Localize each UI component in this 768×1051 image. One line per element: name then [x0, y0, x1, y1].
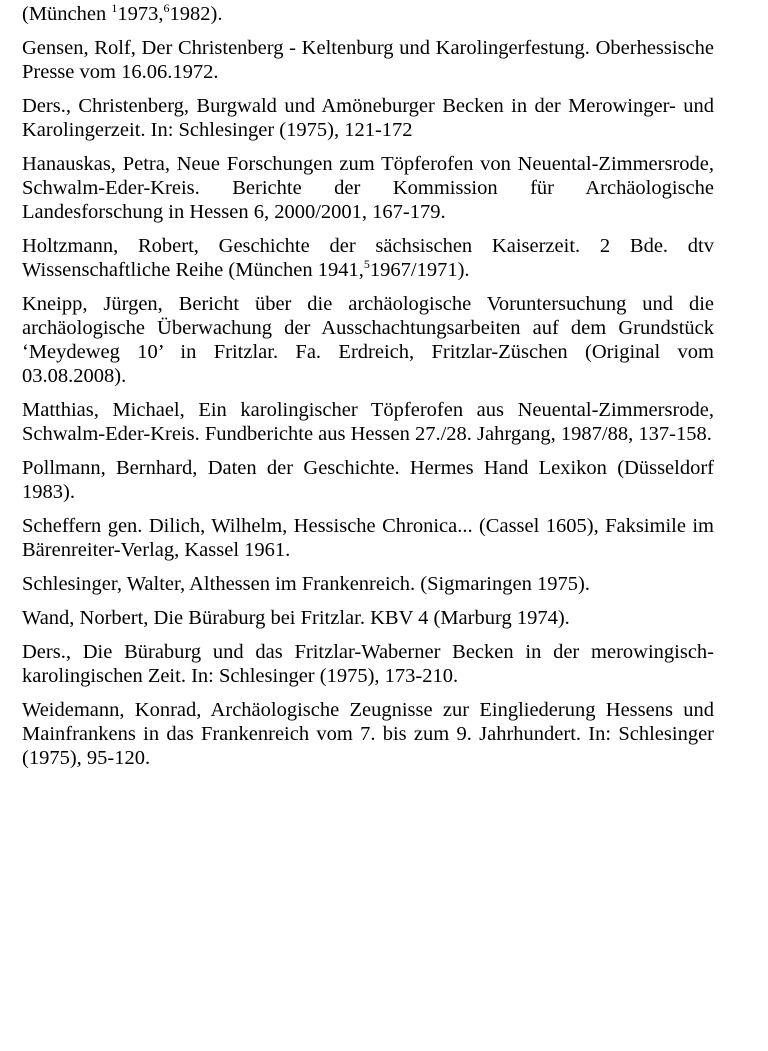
entry-text: Matthias, Michael, Ein karolingischer Töpferofen aus Neuental-Zimmersrode, Schwalm-Eder-Kreis. Fundberichte aus Hessen 27./28. Jahrgang, 1987/88, 137-158. [22, 399, 714, 445]
entry-text: Kneipp, Jürgen, Bericht über die archäologische Voruntersuchung und die archäologische Überwachung der Ausschachtungsarbeiten auf dem Grundstück ‘Meydeweg 10’ in Fritzlar. Fa. Erdreich, Fritzlar-Züschen (Original vom 03.08.2008). [22, 293, 714, 387]
entry-text: 1982). [169, 3, 223, 25]
edition-superscript: 1 [111, 1, 118, 15]
bibliography-entry [22, 698, 714, 770]
entry-text: Pollmann, Bernhard, Daten der Geschichte. Hermes Hand Lexikon (Düsseldorf 1983). [22, 457, 714, 503]
bibliography-entry [22, 152, 714, 224]
bibliography-entry [22, 572, 714, 596]
entry-text: Hanauskas, Petra, Neue Forschungen zum Töpferofen von Neuental-Zimmersrode, Schwalm-Eder-Kreis. Berichte der Kommission für Archäologische Landesforschung in Hessen 6, 2000/2001, 167-179. [22, 153, 714, 223]
entry-text: Scheffern gen. Dilich, Wilhelm, Hessische Chronica... (Cassel 1605), Faksimile im Bärenreiter-Verlag, Kassel 1961. [22, 515, 714, 561]
bibliography-entry [22, 398, 714, 446]
bibliography-entry [22, 292, 714, 388]
bibliography-entry [22, 456, 714, 504]
bibliography-entry [22, 2, 714, 26]
entry-text: (München [22, 3, 112, 25]
entry-text: Weidemann, Konrad, Archäologische Zeugnisse zur Eingliederung Hessens und Mainfrankens in das Frankenreich vom 7. bis zum 9. Jahrhundert. In: Schlesinger (1975), 95-120. [22, 699, 714, 769]
edition-superscript: 6 [163, 1, 170, 15]
bibliography-entry [22, 640, 714, 688]
bibliography-list [22, 2, 714, 780]
bibliography-entry [22, 36, 714, 84]
entry-text: Holtzmann, Robert, Geschichte der sächsischen Kaiserzeit. 2 Bde. dtv Wissenschaftliche Reihe (München 1941, [22, 235, 714, 281]
entry-text: Gensen, Rolf, Der Christenberg - Keltenburg und Karolingerfestung. Oberhessische Presse vom 16.06.1972. [22, 37, 714, 83]
bibliography-entry [22, 94, 714, 142]
entry-text: Schlesinger, Walter, Althessen im Frankenreich. (Sigmaringen 1975). [22, 573, 590, 595]
entry-text: Ders., Christenberg, Burgwald und Amöneburger Becken in der Merowinger- und Karolingerzeit. In: Schlesinger (1975), 121-172 [22, 95, 714, 141]
entry-text: Wand, Norbert, Die Büraburg bei Fritzlar. KBV 4 (Marburg 1974). [22, 607, 570, 629]
bibliography-entry [22, 514, 714, 562]
entry-text: Ders., Die Büraburg und das Fritzlar-Waberner Becken in der merowingisch-karolingischen Zeit. In: Schlesinger (1975), 173-210. [22, 641, 714, 687]
edition-superscript: 5 [363, 257, 370, 271]
bibliography-entry [22, 606, 714, 630]
entry-text: 1973, [117, 3, 164, 25]
bibliography-entry [22, 234, 714, 282]
entry-text: 1967/1971). [369, 259, 470, 281]
